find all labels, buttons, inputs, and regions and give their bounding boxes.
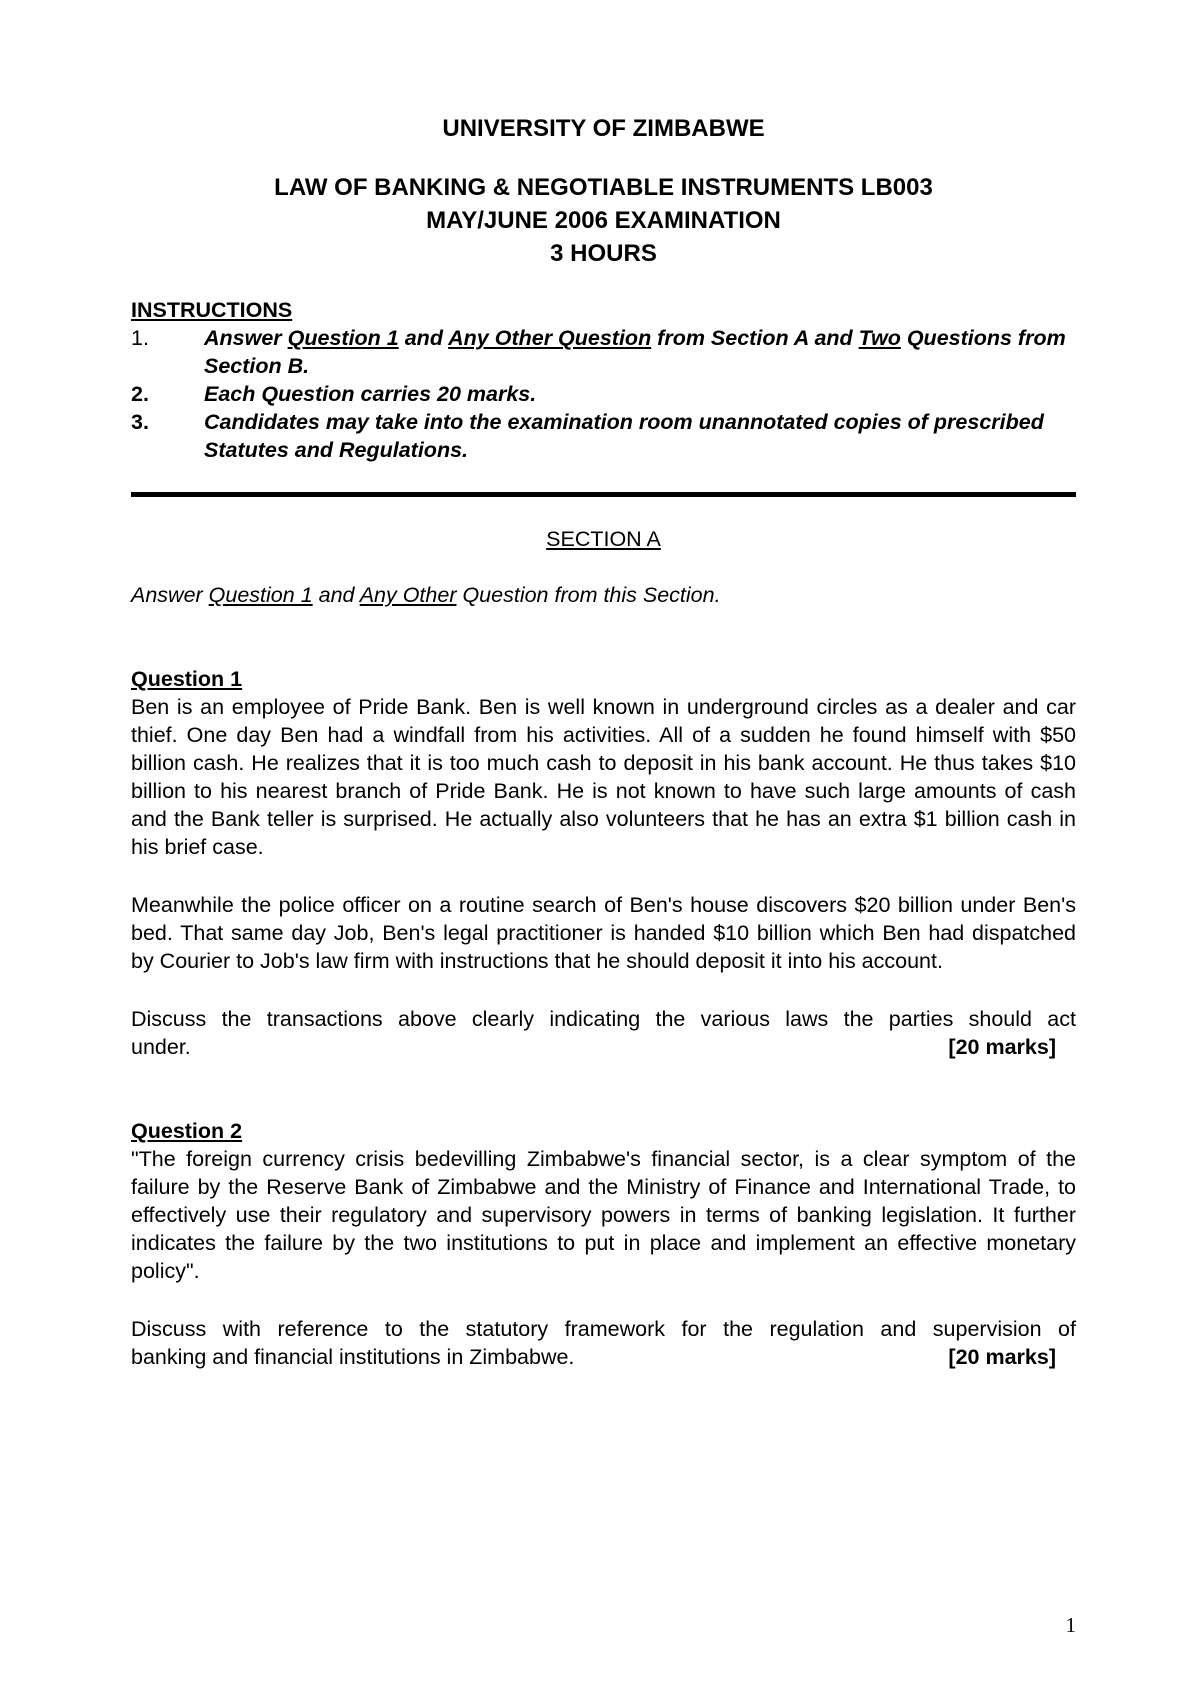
- question-title: Question 2: [131, 1119, 243, 1143]
- exam-duration: 3 HOURS: [550, 240, 657, 267]
- course-title: LAW OF BANKING & NEGOTIABLE INSTRUMENTS LB003: [274, 174, 933, 201]
- question-2: [131, 1117, 1076, 1371]
- marks-label: [20 marks]: [948, 1345, 1056, 1369]
- section-a-instruction: Answer Question 1 and Any Other Question from this Section.: [131, 583, 721, 607]
- exam-page: [131, 112, 1076, 1371]
- question-prompt: Discuss the transactions above clearly indicating the various laws the parties should act: [131, 1007, 1076, 1031]
- question-title: Question 1: [131, 667, 243, 691]
- question-prompt-end: banking and financial institutions in Zimbabwe.: [131, 1345, 575, 1369]
- question-paragraph: Meanwhile the police officer on a routine search of Ben's house discovers $20 billion under Ben's bed. That same day Job, Ben's legal practitioner is handed $10 billion which Ben had dispatched by Courier to Job's law firm with instructions that he should deposit it into his account.: [131, 893, 1076, 973]
- question-prompt-end: under.: [131, 1035, 191, 1059]
- instruction-text: Candidates may take into the examination room unannotated copies of prescribed Statutes and Regulations.: [204, 410, 1044, 462]
- instruction-number: 1.: [131, 326, 149, 350]
- instruction-number: 2.: [131, 382, 149, 406]
- section-divider: [131, 492, 1076, 497]
- instruction-item: [131, 408, 1076, 464]
- question-paragraph: "The foreign currency crisis bedevilling Zimbabwe's financial sector, is a clear symptom of the failure by the Reserve Bank of Zimbabwe and the Ministry of Finance and International Trade, to effectively use their regulatory and supervisory powers in terms of banking legislation. It further indicates the failure by the two institutions to put in place and implement an effective monetary policy".: [131, 1147, 1076, 1283]
- instruction-item: [131, 324, 1076, 380]
- instructions-list: [131, 324, 1076, 464]
- university-title: UNIVERSITY OF ZIMBABWE: [442, 115, 765, 142]
- instructions-heading: INSTRUCTIONS: [131, 298, 293, 322]
- instruction-text: Each Question carries 20 marks.: [204, 382, 537, 406]
- exam-session: MAY/JUNE 2006 EXAMINATION: [426, 207, 781, 234]
- question-paragraph: Ben is an employee of Pride Bank. Ben is well known in underground circles as a dealer and car thief. One day Ben had a windfall from his activities. All of a sudden he found himself with $50 billion cash. He realizes that it is too much cash to deposit in his bank account. He thus takes $10 billion to his nearest branch of Pride Bank. He is not known to have such large amounts of cash and the Bank teller is surprised. He actually also volunteers that he has an extra $1 billion cash in his brief case.: [131, 695, 1076, 859]
- page-number: 1: [1065, 1613, 1076, 1637]
- question-1: [131, 665, 1076, 1061]
- marks-label: [20 marks]: [948, 1035, 1056, 1059]
- section-a-title: SECTION A: [546, 527, 661, 551]
- instruction-item: [131, 380, 1076, 408]
- instruction-text: Answer Question 1 and Any Other Question from Section A and Two Questions from Section B.: [204, 326, 1066, 378]
- question-prompt: Discuss with reference to the statutory framework for the regulation and supervision of: [131, 1317, 1076, 1341]
- instruction-number: 3.: [131, 410, 149, 434]
